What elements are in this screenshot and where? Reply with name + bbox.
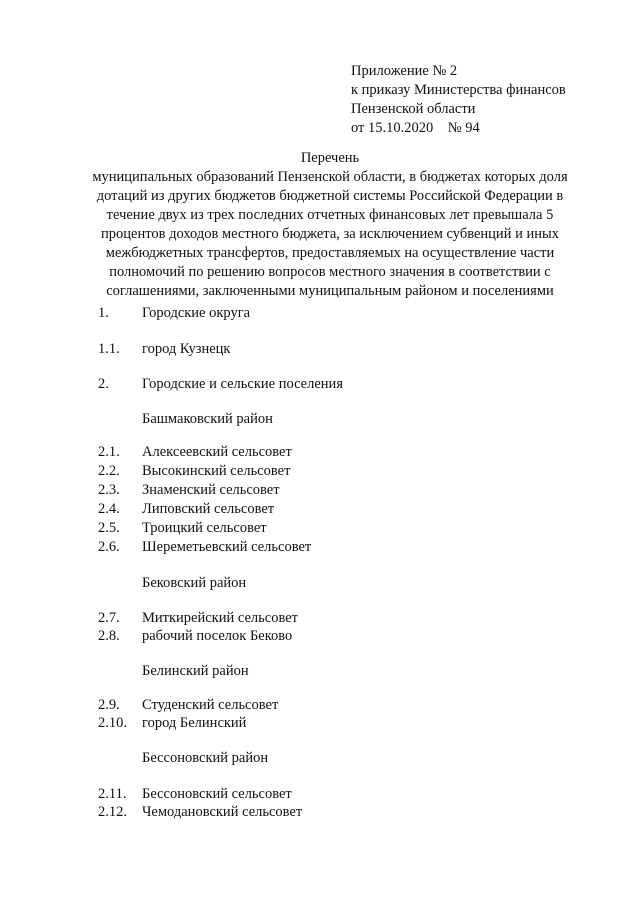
- district-heading: Бессоновский район: [142, 750, 269, 766]
- item-text: Алексеевский сельсовет: [142, 444, 292, 460]
- item-number: 2.5.: [98, 520, 120, 536]
- annex-date-number: от 15.10.2020 № 94: [351, 120, 480, 136]
- item-text: Бессоновский сельсовет: [142, 786, 292, 802]
- list-item: [98, 714, 246, 733]
- district-heading: Белинский район: [142, 663, 249, 679]
- item-text: Чемодановский сельсовет: [142, 804, 303, 820]
- title-line: муниципальных образований Пензенской области, в бюджетах которых доля: [92, 169, 568, 185]
- item-number: 2.7.: [98, 610, 120, 626]
- item-number: 2.12.: [98, 804, 127, 820]
- title-line: дотаций из других бюджетов бюджетной системы Российской Федерации в: [96, 188, 564, 204]
- item-text: Шереметьевский сельсовет: [142, 539, 312, 555]
- item-number: 2.11.: [98, 786, 127, 802]
- item-number: 2.1.: [98, 444, 120, 460]
- list-item: [98, 443, 292, 462]
- annex-region: Пензенской области: [351, 101, 476, 117]
- item-number: 2.9.: [98, 697, 120, 713]
- item-text: Городские и сельские поселения: [142, 376, 343, 392]
- item-text: Высокинский сельсовет: [142, 463, 291, 479]
- item-number: 2.4.: [98, 501, 120, 517]
- item-text: город Белинский: [142, 715, 247, 731]
- item-text: Троицкий сельсовет: [142, 520, 267, 536]
- title-line: соглашениями, заключенными муниципальным районом и поселениями: [106, 283, 554, 299]
- district-heading: Бековский район: [142, 575, 247, 591]
- item-text: город Кузнецк: [142, 341, 231, 357]
- title-heading: Перечень: [300, 150, 360, 166]
- list-item: [98, 375, 343, 394]
- annex-block: [351, 62, 621, 138]
- list-item: [98, 481, 280, 500]
- item-number: 1.1.: [98, 341, 120, 357]
- item-number: 2.10.: [98, 715, 127, 731]
- list-item: [98, 519, 267, 538]
- item-number: 1.: [98, 305, 109, 321]
- item-number: 2.3.: [98, 482, 120, 498]
- list-item: [98, 609, 298, 628]
- title-line: межбюджетных трансфертов, предоставляемых на осуществление части: [105, 245, 555, 261]
- annex-title: Приложение № 2: [351, 63, 458, 79]
- annex-order-ref: к приказу Министерства финансов: [351, 82, 566, 98]
- list-item: [98, 785, 292, 804]
- list-item: [98, 696, 278, 715]
- item-text: Городские округа: [142, 305, 251, 321]
- title-line: течение двух из трех последних отчетных финансовых лет превышала 5: [106, 207, 554, 223]
- list-item: [98, 462, 290, 481]
- list-item: [98, 803, 302, 822]
- list-item: [98, 500, 274, 519]
- district-heading: Башмаковский район: [142, 411, 273, 427]
- item-text: Миткирейский сельсовет: [142, 610, 298, 626]
- title-line: процентов доходов местного бюджета, за исключением субвенций и иных: [101, 226, 559, 242]
- document-title: [70, 149, 590, 301]
- item-number: 2.: [98, 376, 109, 392]
- item-text: Знаменский сельсовет: [142, 482, 280, 498]
- item-text: рабочий поселок Беково: [142, 628, 293, 644]
- item-text: Липовский сельсовет: [142, 501, 275, 517]
- item-text: Студенский сельсовет: [142, 697, 279, 713]
- list-item: [98, 304, 250, 323]
- item-number: 2.8.: [98, 628, 120, 644]
- list-item: [98, 538, 311, 557]
- item-number: 2.2.: [98, 463, 120, 479]
- title-line: полномочий по решению вопросов местного значения в соответствии с: [109, 264, 551, 280]
- item-number: 2.6.: [98, 539, 120, 555]
- list-item: [98, 627, 292, 646]
- list-item: [98, 340, 230, 359]
